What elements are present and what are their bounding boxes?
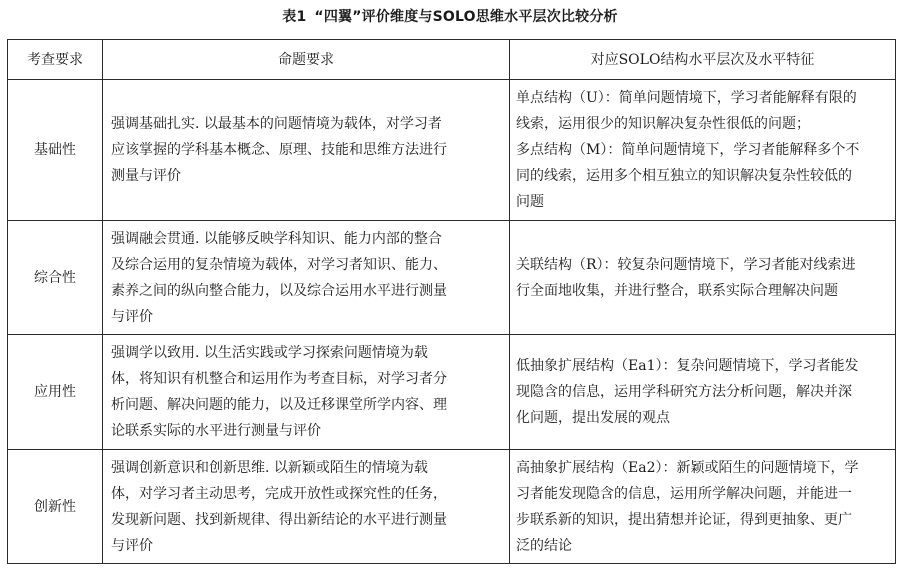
solo-cell: [510, 80, 896, 221]
solo-cell: [510, 221, 896, 335]
requirement-cell: [103, 221, 510, 335]
table-row: [8, 450, 896, 564]
table-title: “四翼”评价维度与SOLO思维水平层次比较分析: [314, 9, 618, 25]
solo-cell: [510, 450, 896, 564]
header-dimension: 考查要求: [8, 40, 103, 80]
requirement-line: 强调融会贯通. 以能够反映学科知识、能力内部的整合: [111, 230, 442, 247]
header-row: [8, 40, 896, 80]
requirement-cell: [103, 450, 510, 564]
solo-line: 步联系新的知识，提出猜想并论证，得到更抽象、更广: [516, 511, 852, 528]
requirement-line: 应该掌握的学科基本概念、原理、技能和思维方法进行: [111, 142, 447, 158]
table-row: [8, 80, 896, 221]
solo-line: 线索，运用很少的知识解决复杂性很低的问题；: [516, 116, 810, 132]
requirement-line: 素养之间的纵向整合能力，以及综合运用水平进行测量: [111, 282, 447, 299]
solo-line: 习者能发现隐含的信息，运用所学解决问题，并能进一: [516, 485, 852, 502]
requirement-line: 论联系实际的水平进行测量与评价: [111, 423, 321, 439]
requirement-line: 发现新问题、找到新规律、得出新结论的水平进行测量: [111, 511, 447, 528]
requirement-line: 析问题、解决问题的能力，以及迁移课堂所学内容、理: [111, 397, 447, 413]
solo-line: 多点结构（M）：简单问题情境下，学习者能解释多个不: [516, 142, 860, 158]
requirement-line: 强调基础扎实. 以最基本的问题情境为载体，对学习者: [111, 116, 442, 132]
solo-line: 关联结构（R）：较复杂问题情境下，学习者能对线索进: [516, 256, 856, 273]
dimension-cell: 基础性: [8, 80, 103, 221]
requirement-line: 与评价: [111, 308, 153, 325]
table-caption: [0, 8, 900, 26]
dimension-cell: 创新性: [8, 450, 103, 564]
solo-line: 行全面地收集，并进行整合，联系实际合理解决问题: [516, 282, 838, 299]
header-solo-level: 对应SOLO结构水平层次及水平特征: [510, 40, 896, 80]
solo-line: 同的线索，运用多个相互独立的知识解决复杂性较低的: [516, 168, 852, 184]
requirement-line: 体，对学习者主动思考，完成开放性或探究性的任务，: [111, 485, 447, 502]
solo-line: 泛的结论: [516, 537, 572, 554]
dimension-cell: 应用性: [8, 335, 103, 450]
dimension-cell: 综合性: [8, 221, 103, 335]
solo-cell: [510, 335, 896, 450]
requirement-line: 强调学以致用. 以生活实践或学习探索问题情境为载: [111, 345, 428, 361]
requirement-line: 及综合运用的复杂情境为载体，对学习者知识、能力、: [111, 256, 447, 273]
requirement-cell: [103, 80, 510, 221]
header-requirement: 命题要求: [103, 40, 510, 80]
solo-line: 现隐含的信息，运用学科研究方法分析问题，解决并深: [516, 384, 852, 400]
table-row: [8, 335, 896, 450]
requirement-line: 测量与评价: [111, 168, 181, 184]
table-number: 表1: [282, 9, 307, 25]
solo-line: 低抽象扩展结构（Ea1）：复杂问题情境下，学习者能发: [516, 358, 859, 374]
solo-line: 单点结构（U）：简单问题情境下，学习者能解释有限的: [516, 90, 857, 106]
requirement-line: 体，将知识有机整合和运用作为考查目标，对学习者分: [111, 371, 447, 387]
requirement-line: 强调创新意识和创新思维. 以新颖或陌生的情境为载: [111, 459, 428, 476]
requirement-cell: [103, 335, 510, 450]
requirement-line: 与评价: [111, 537, 153, 554]
table-row: [8, 221, 896, 335]
comparison-table: [7, 39, 896, 564]
solo-line: 化问题，提出发展的观点: [516, 410, 670, 426]
solo-line: 高抽象扩展结构（Ea2）：新颖或陌生的问题情境下，学: [516, 459, 859, 476]
solo-line: 问题: [516, 194, 544, 210]
